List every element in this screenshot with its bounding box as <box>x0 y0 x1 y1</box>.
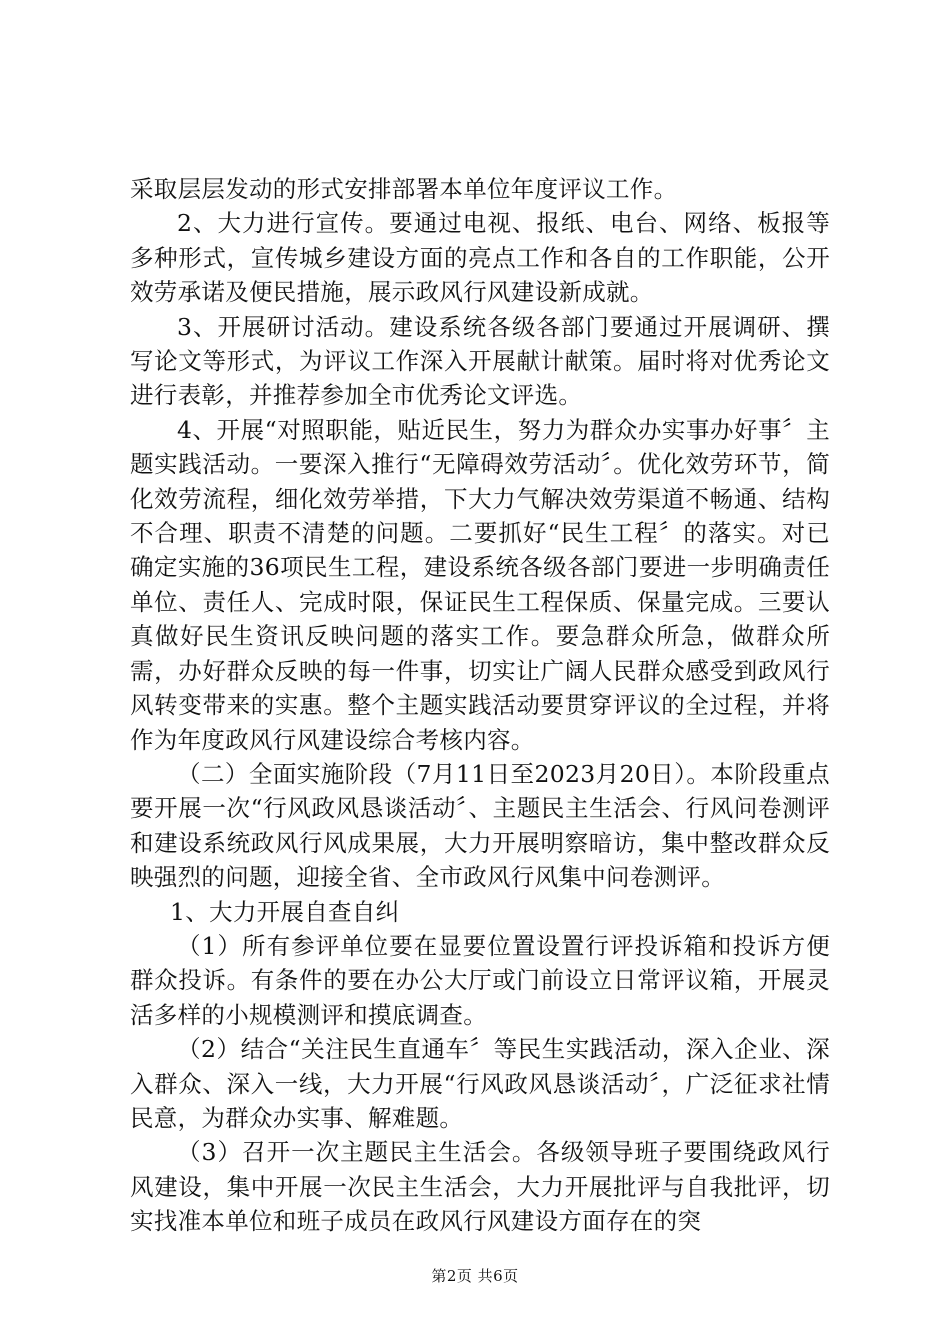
paragraph-item-1: （1）所有参评单位要在显要位置设置行评投诉箱和投诉方便群众投诉。有条件的要在办公大厅或门前设立日常评议箱，开展灵活多样的小规模测评和摸底调查。 <box>130 931 830 1029</box>
paragraph-self-inspection-heading: 1、大力开展自查自纠 <box>170 897 400 926</box>
page-number-footer: 第2页 共6页 <box>431 1267 519 1285</box>
paragraph-continuation: 采取层层发动的形式安排部署本单位年度评议工作。 <box>130 175 678 203</box>
paragraph-theme-practice: 4、开展“对照职能，贴近民生，努力为群众办实事办好事〞主题实践活动。一要深入推行“无障碍效劳活动〞。优化效劳环节，简化效劳流程，细化效劳举措，下大力气解决效劳渠道不畅通、结构不合理、职责不清楚的问题。二要抓好“民生工程〞的落实。对已确定实施的36项民生工程，建设系统各级各部门要进一步明确责任单位、责任人、完成时限，保证民生工程保质、保量完成。三要认真做好民生资讯反映问题的落实工作。要急群众所急，做群众所需，办好群众反映的每一件事，切实让广阔人民群众感受到政风行风转变带来的实惠。整个主题实践活动要贯穿评议的全过程，并将作为年度政风行风建设综合考核内容。 <box>130 415 830 754</box>
paragraph-publicity: 2、大力进行宣传。要通过电视、报纸、电台、网络、板报等多种形式，宣传城乡建设方面的亮点工作和各自的工作职能，公开效劳承诺及便民措施，展示政风行风建设新成就。 <box>130 209 830 307</box>
document-body <box>130 172 830 1239</box>
paragraph-seminar: 3、开展研讨活动。建设系统各级各部门要通过开展调研、撰写论文等形式，为评议工作深入开展献计献策。届时将对优秀论文进行表彰，并推荐参加全市优秀论文评选。 <box>130 312 830 410</box>
paragraph-item-3: （3）召开一次主题民主生活会。各级领导班子要围绕政风行风建设，集中开展一次民主生活会，大力开展批评与自我批评，切实找准本单位和班子成员在政风行风建设方面存在的突 <box>130 1138 830 1236</box>
paragraph-item-2: （2）结合“关注民生直通车〞等民生实践活动，深入企业、深入群众、深入一线，大力开展“行风政风恳谈活动〞，广泛征求社情民意，为群众办实事、解难题。 <box>130 1035 830 1132</box>
paragraph-implementation-stage: （二）全面实施阶段（7月11日至2023月20日）。本阶段重点要开展一次“行风政风恳谈活动〞、主题民主生活会、行风问卷测评和建设系统政风行风成果展，大力开展明察暗访，集中整改群众反映强烈的问题，迎接全省、全市政风行风集中问卷测评。 <box>130 759 830 892</box>
